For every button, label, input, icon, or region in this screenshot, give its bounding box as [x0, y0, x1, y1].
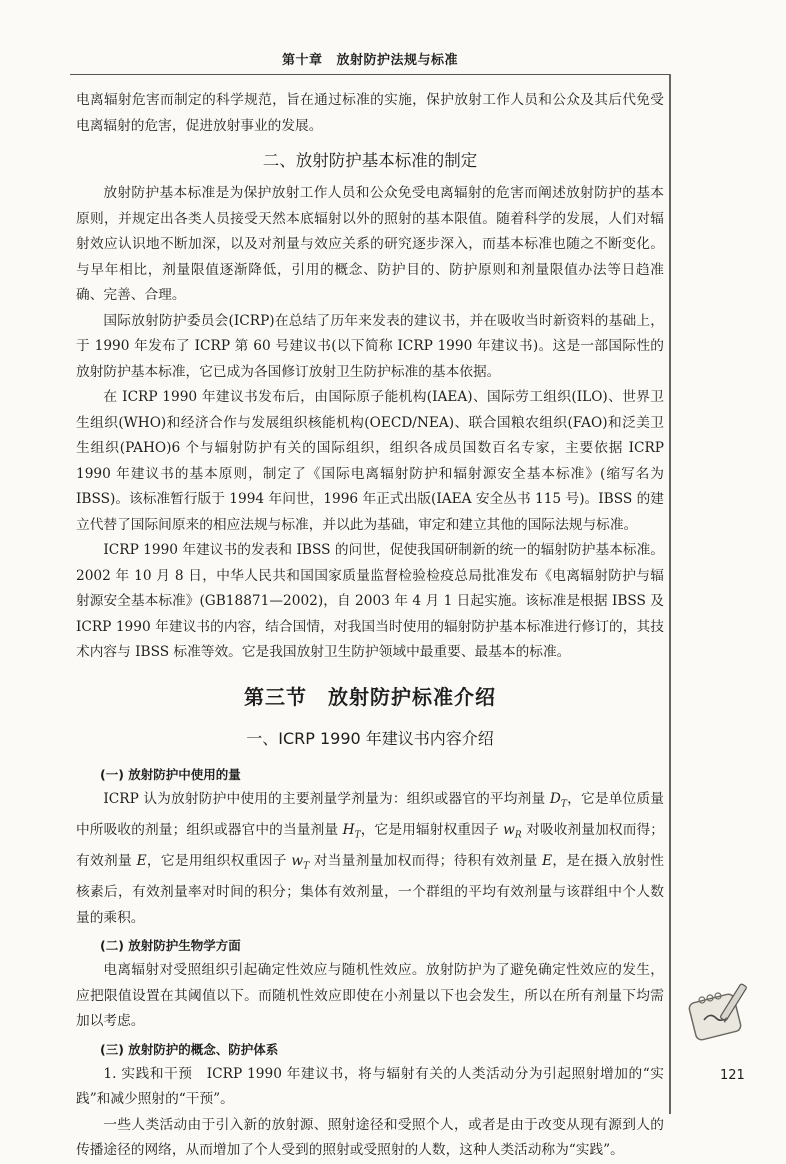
- symbol-wT: $w_T$: [291, 852, 310, 872]
- paragraph: 电离辐射对受照组织引起确定性效应与随机性效应。放射防护为了避免确定性效应的发生，应把限值设置在其阈值以下。而随机性效应即使在小剂量以下也会发生，所以在所有剂量下均需加以考虑。: [76, 962, 664, 1030]
- paragraph-quantities: ICRP 认为放射防护中使用的主要剂量学剂量为：组织或器官的平均剂量 $D_T$，它是单位质量中所吸收的剂量；组织或器官中的当量剂量 $H_T$，它是用辐射权重因子 $w_R$ 对吸收剂量加权而得；有效剂量 E，它是用组织权重因子 $w_T$ 对当量剂量加权而得；待积有效剂量 E，是在摄入放射性核素后，有效剂量率对时间的积分；集体有效剂量，一个群组的平均有效剂量与该群组中个人数量的乘积。: [76, 790, 664, 926]
- margin-rule: [669, 74, 671, 1114]
- topic-heading: (一) 放射防护中使用的量: [100, 766, 241, 782]
- running-header: [70, 48, 670, 75]
- page-number: 121: [720, 1068, 745, 1083]
- topic-heading: (三) 放射防护的概念、防护体系: [100, 1041, 279, 1057]
- paragraph: ICRP 1990 年建议书的发表和 IBSS 的问世，促使我国研制新的统一的辐射防护基本标准。2002 年 10 月 8 日，中华人民共和国国家质量监督检验检疫总局批准发布《电离辐射防护与辐射源安全基本标准》(GB18871—2002)，自 2003 年 4 月 1 日起实施。该标准是根据 IBSS 及 ICRP 1990 年建议书的内容，结合国情，对我国当时使用的辐射防护基本标准进行修订的，其技术内容与 IBSS 标准等效。它是我国放射卫生防护领域中最重要、最基本的标准。: [76, 542, 664, 660]
- symbol-E: E: [136, 852, 147, 869]
- symbol-E: E: [542, 852, 553, 869]
- paragraph: 在 ICRP 1990 年建议书发布后，由国际原子能机构(IAEA)、国际劳工组织(ILO)、世界卫生组织(WHO)和经济合作与发展组织核能机构(OECD/NEA)、联合国粮农组织(FAO)和泛美卫生组织(PAHO)6 个与辐射防护有关的国际组织，组织各成员国数百名专家，主要依据 ICRP 1990 年建议书的基本原则，制定了《国际电离辐射防护和辐射源安全基本标准》(缩写名为 IBSS)。该标准暂行版于 1994 年问世，1996 年正式出版(IAEA 安全丛书 115 号)。IBSS 的建立代替了国际间原来的相应法规与标准，并以此为基础，审定和建立其他的国际法规与标准。: [76, 389, 664, 533]
- chapter-section-heading: 第三节 放射防护标准介绍: [244, 684, 496, 709]
- symbol-DT: $D_T$: [549, 790, 567, 810]
- topic-heading: (二) 放射防护生物学方面: [100, 938, 241, 954]
- paragraph: 放射防护基本标准是为保护放射工作人员和公众免受电离辐射的危害而阐述放射防护的基本原则，并规定出各类人员接受天然本底辐射以外的照射的基本限值。随着科学的发展，人们对辐射效应认识地不断加深，以及对剂量与效应关系的研究逐步深入，而基本标准也随之不断变化。与早年相比，剂量限值逐渐降低，引用的概念、防护目的、防护原则和剂量限值办法等日趋准确、完善、合理。: [76, 185, 664, 303]
- subsection-heading: 一、ICRP 1990 年建议书内容介绍: [246, 728, 494, 748]
- notebook-pen-icon: [686, 976, 756, 1046]
- symbol-wR: $w_R$: [503, 821, 522, 841]
- section-heading-2: 二、放射防护基本标准的制定: [262, 151, 478, 170]
- header-chapter: 第十章: [281, 53, 323, 68]
- page-body: [76, 88, 664, 1164]
- paragraph: 国际放射防护委员会(ICRP)在总结了历年来发表的建议书，并在吸收当时新资料的基础上，于 1990 年发布了 ICRP 第 60 号建议书(以下简称 ICRP 1990 年建议书)。这是一部国际性的放射防护基本标准，它已成为各国修订放射卫生防护标准的基本依据。: [76, 312, 664, 380]
- symbol-HT: $H_T$: [342, 821, 361, 841]
- paragraph: 一些人类活动由于引入新的放射源、照射途径和受照个人，或者是由于改变从现有源到人的传播途径的网络，从而增加了个人受到的照射或受照射的人数，这种人类活动称为“实践”。: [76, 1116, 664, 1159]
- paragraph-intro: 电离辐射危害而制定的科学规范，旨在通过标准的实施，保护放射工作人员和公众及其后代免受电离辐射的危害，促进放射事业的发展。: [76, 92, 664, 134]
- header-title: 放射防护法规与标准: [336, 53, 459, 68]
- paragraph: 1. 实践和干预 ICRP 1990 年建议书，将与辐射有关的人类活动分为引起照射增加的“实践”和减少照射的“干预”。: [76, 1065, 664, 1108]
